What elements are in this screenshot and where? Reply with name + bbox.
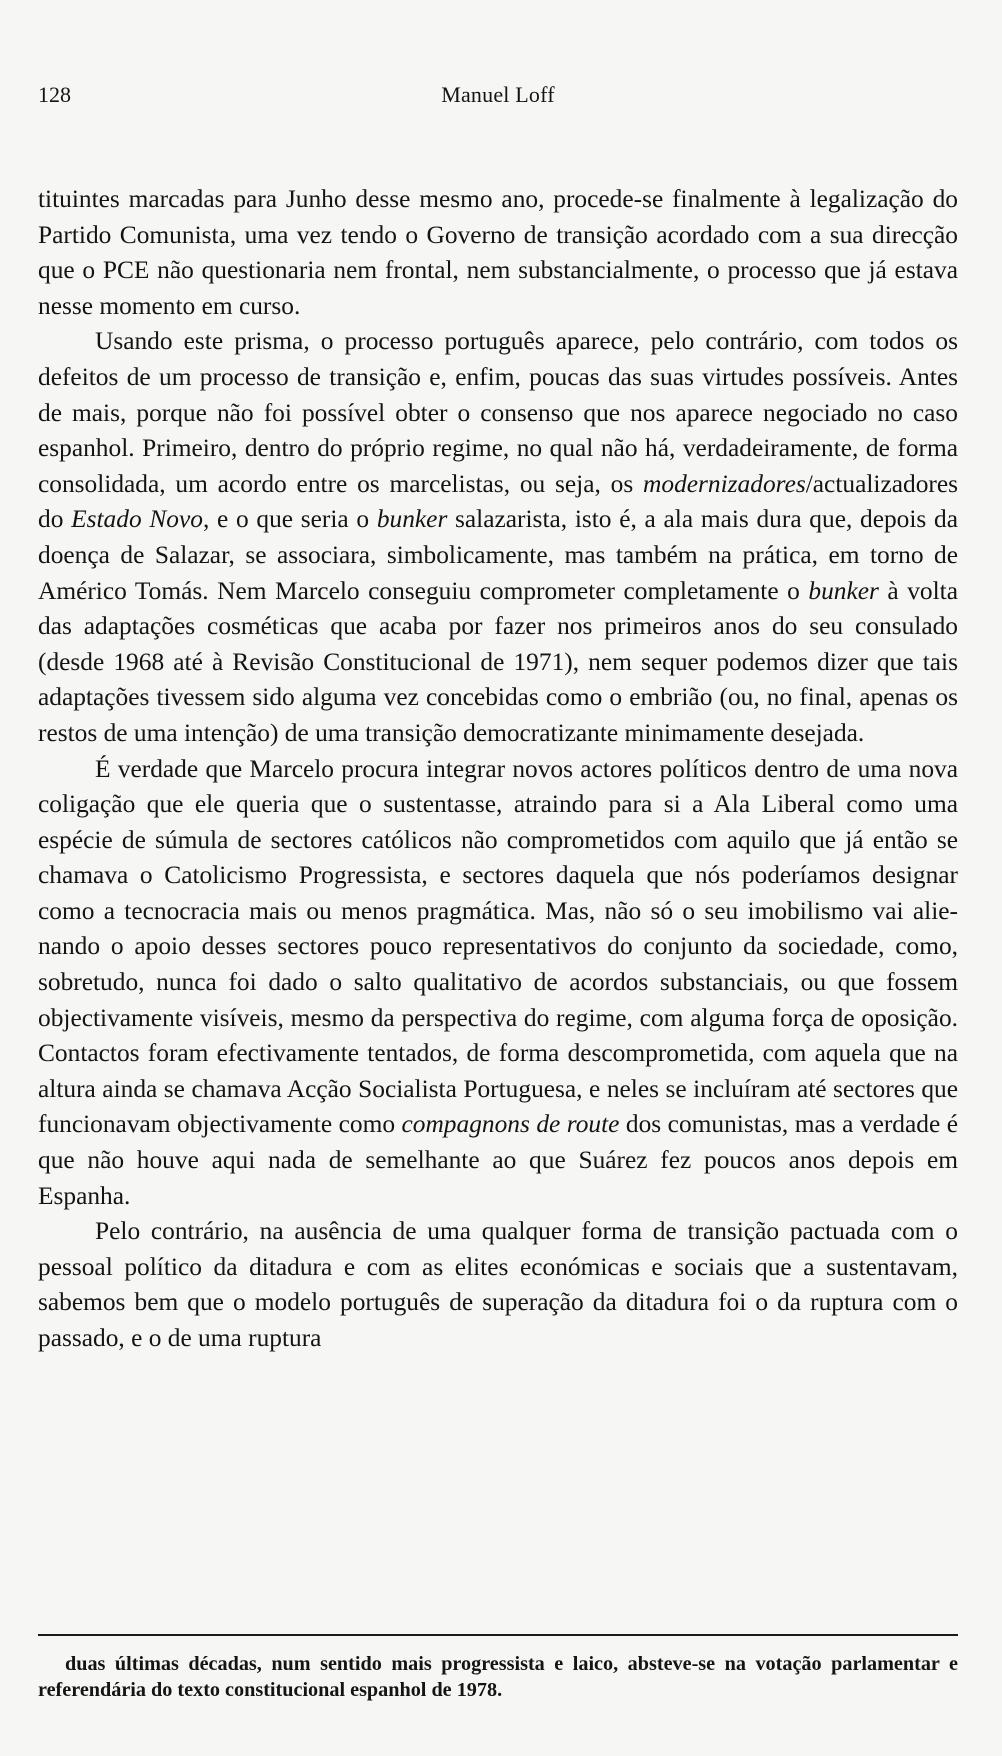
paragraph-2	[38, 324, 958, 751]
paragraph-2-text-d: salazarista, isto é, a ala mais dura que, depois da doença de Salazar, se associara, simbolicamente, mas também na prática, em torno de Américo Tomás. Nem Marcelo conseguiu comprometer completamente o	[38, 505, 958, 605]
italic-term-compagnons-de-route: compagnons de route	[401, 1110, 620, 1139]
italic-term-estado-novo: Estado Novo	[71, 505, 203, 534]
italic-term-modernizadores: modernizadores	[643, 469, 806, 498]
page-number: 128	[38, 82, 71, 107]
paragraph-3-text-a: É verdade que Marcelo procura integrar novos actores políticos dentro de uma nova coligação que ele queria que o sustentasse, atraindo para si a Ala Liberal como uma espécie de súmula de sectores católicos não comprometidos com aquilo que já então se chamava o Catolicismo Progressista, e sectores daquela que nós poderíamos designar como a tecnocracia mais ou menos pragmática. Mas, não só o seu imobilismo vai alienando o apoio desses sectores pouco representativos do conjunto da sociedade, como, sobretudo, nunca foi dado o salto qualitativo de acordos substanciais, ou que fossem objectivamente visíveis, mesmo da perspectiva do regime, com alguma força de oposição. Contactos foram efectivamente tentados, de forma descomprometida, com aquela que na altura ainda se chamava Acção Socialista Portuguesa, e neles se incluíram até sectores que funcionavam objectivamente como	[38, 754, 958, 1139]
paragraph-2-text-a: Usando este prisma, o processo português aparece, pelo contrário, com todos os defeitos de um processo de transição e, enfim, poucas das suas virtudes possíveis. Antes de mais, porque não foi possível obter o consenso que nos aparece negociado no caso espanhol. Primeiro, dentro do próprio regime, no qual não há, verdadeiramente, de forma consolidada, um acordo entre os marcelistas, ou seja, os	[38, 327, 958, 498]
paragraph-3	[38, 752, 958, 1215]
italic-term-bunker-2: bunker	[808, 576, 879, 605]
paragraph-1: tituintes marcadas para Junho desse mesmo ano, procede-se finalmente à legalização do Partido Comunista, uma vez tendo o Governo de transição acordado com a sua direcção que o PCE não questionaria nem frontal, nem substancialmente, o processo que já estava nesse momento em curso.	[38, 185, 958, 320]
paragraph-2-text-e: à volta das adaptações cosméticas que acaba por fazer nos primeiros anos do seu consulado (desde 1968 até à Revisão Constitucional de 1971), nem sequer podemos dizer que tais adaptações tivessem sido alguma vez concebidas como o embrião (ou, no final, apenas os restos de uma intenção) de uma transição democratizante minimamente desejada.	[38, 576, 958, 747]
paragraph-3-text-b: dos comunistas, mas a verdade é que não houve aqui nada de semelhante ao que Suárez fez poucos anos depois em Espanha.	[38, 1110, 958, 1210]
footnote-divider	[38, 1634, 958, 1636]
running-head: Manuel Loff	[441, 82, 555, 107]
footnote-text: duas últimas décadas, num sentido mais progressista e laico, absteve-se na votação parlamentar e referendária do texto constitucional espanhol de 1978.	[38, 1653, 958, 1701]
body-text	[38, 182, 958, 1357]
paragraph-2-text-b: /actualizadores do	[38, 469, 958, 534]
paragraph-2-text-c: , e o que seria o	[202, 505, 377, 534]
paragraph-4: Pelo contrário, na ausência de uma qualquer forma de transição pactuada com o pessoal político da ditadura e com as elites económicas e sociais que a sustentavam, sabemos bem que o modelo português de superação da ditadura foi o da ruptura com o passado, e o de uma ruptura	[38, 1217, 958, 1352]
footnote	[38, 1652, 958, 1703]
italic-term-bunker: bunker	[376, 505, 448, 534]
page-header	[38, 82, 958, 112]
